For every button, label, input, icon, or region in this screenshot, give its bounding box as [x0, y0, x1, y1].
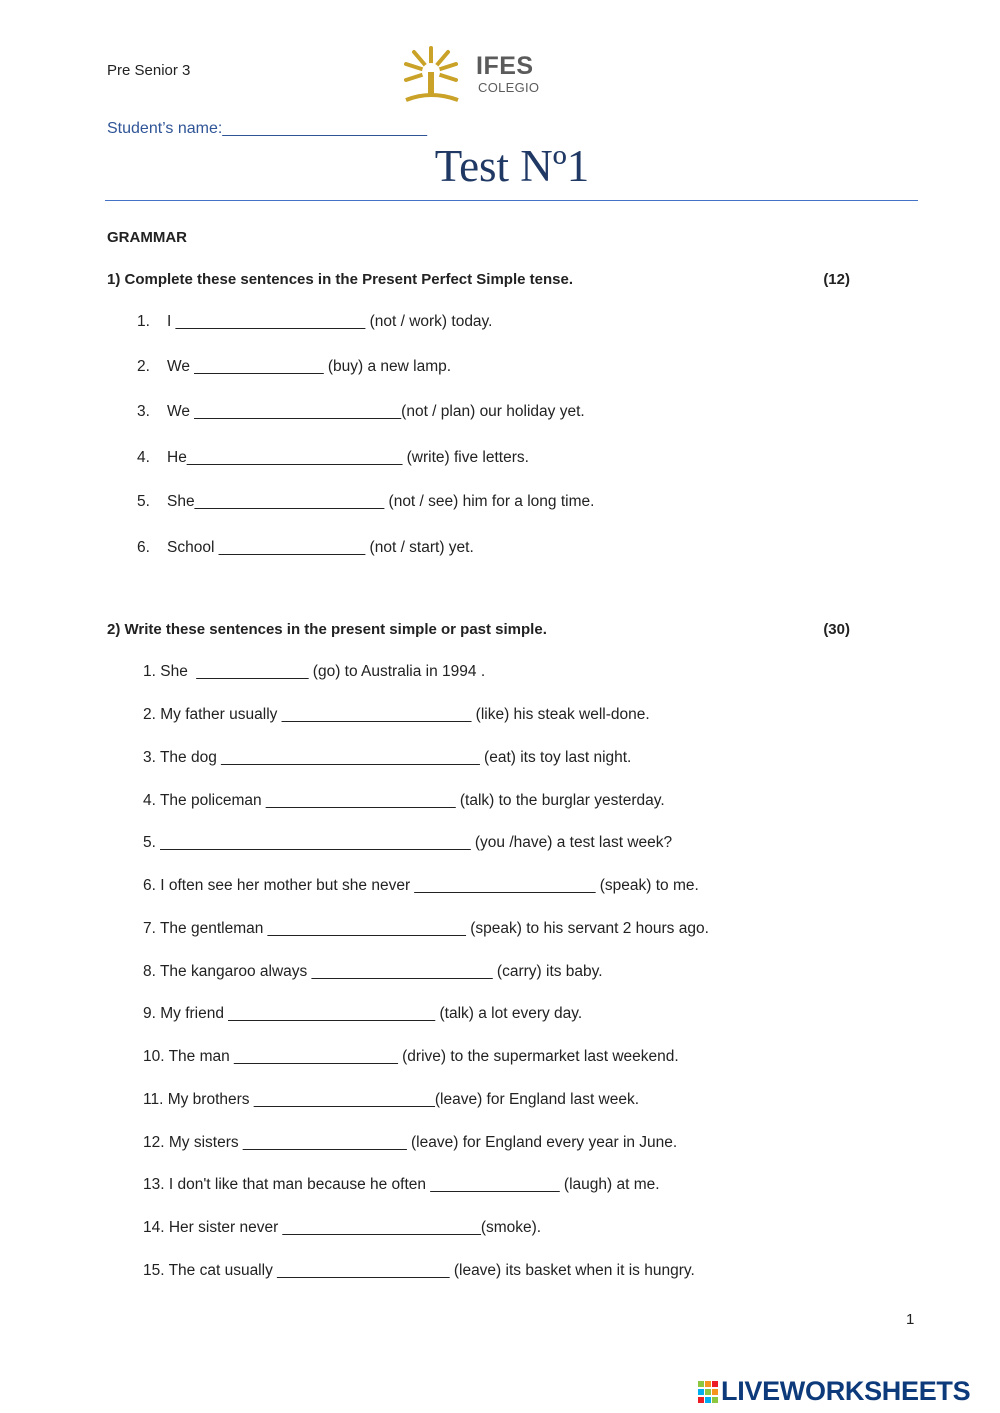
ex1-item-text[interactable]: School _________________ (not / start) yet. [167, 539, 474, 556]
ex2-item[interactable]: 6. I often see her mother but she never _____________________ (speak) to me. [143, 877, 699, 894]
footer-brand[interactable] [697, 1376, 997, 1408]
ex2-item[interactable]: 4. The policeman ______________________ (talk) to the burglar yesterday. [143, 792, 665, 809]
liveworksheets-logo-icon [697, 1380, 719, 1406]
ex2-item[interactable]: 10. The man ___________________ (drive) to the supermarket last weekend. [143, 1048, 679, 1065]
ex2-item[interactable]: 11. My brothers _____________________(leave) for England last week. [143, 1091, 640, 1108]
exercise2-points: (30) [823, 621, 850, 638]
ex2-item[interactable]: 2. My father usually ______________________ (like) his steak well-done. [143, 706, 650, 723]
ex2-item[interactable]: 3. The dog ______________________________ (eat) its toy last night. [143, 749, 632, 766]
ex2-item[interactable]: 8. The kangaroo always _____________________ (carry) its baby. [143, 963, 603, 980]
ex1-item-text[interactable]: We _______________ (buy) a new lamp. [167, 358, 452, 375]
course-level: Pre Senior 3 [107, 62, 191, 79]
ex1-item-text[interactable]: He_________________________ (write) five letters. [167, 449, 529, 466]
school-logo [400, 42, 550, 106]
ex2-item[interactable]: 9. My friend ________________________ (talk) a lot every day. [143, 1005, 583, 1022]
footer-brand-text: LIVEWORKSHEETS [721, 1376, 971, 1406]
student-name-field[interactable]: Student’s name:_______________________ [107, 120, 427, 137]
page-number: 1 [906, 1311, 915, 1328]
ex1-item-text[interactable]: We ________________________(not / plan) our holiday yet. [167, 403, 585, 420]
exercise2-heading [107, 621, 850, 638]
ex1-item-text[interactable]: She______________________ (not / see) him for a long time. [167, 493, 595, 510]
exercise1-heading [107, 271, 850, 288]
exercise2-instruction: 2) Write these sentences in the present simple or past simple. [107, 621, 547, 638]
ex1-item-number: 2. [137, 358, 150, 375]
logo-name: IFES [476, 52, 534, 80]
ex1-item-number: 3. [137, 403, 150, 420]
section-title: GRAMMAR [107, 229, 187, 246]
ex1-item-number: 1. [137, 313, 150, 330]
ex2-item[interactable]: 12. My sisters ___________________ (leave) for England every year in June. [143, 1134, 678, 1151]
ex2-item[interactable]: 15. The cat usually ____________________ (leave) its basket when it is hungry. [143, 1262, 695, 1279]
ex1-item-text[interactable]: I ______________________ (not / work) today. [167, 313, 493, 330]
exercise1-instruction: 1) Complete these sentences in the Present Perfect Simple tense. [107, 271, 573, 288]
ex2-item[interactable]: 7. The gentleman _______________________ (speak) to his servant 2 hours ago. [143, 920, 709, 937]
logo-subtitle: COLEGIO [478, 80, 540, 95]
ex2-item[interactable]: 13. I don't like that man because he often _______________ (laugh) at me. [143, 1176, 660, 1193]
ex2-item[interactable]: 1. She _____________ (go) to Australia in 1994 . [143, 663, 486, 680]
ex2-item[interactable]: 14. Her sister never _______________________(smoke). [143, 1219, 542, 1236]
title-divider [105, 200, 918, 201]
page-title: Test Nº1 [434, 141, 590, 191]
exercise1-points: (12) [823, 271, 850, 288]
ex1-item-number: 4. [137, 449, 150, 466]
school-tree-icon [400, 42, 466, 106]
ex2-item[interactable]: 5. ____________________________________ (you /have) a test last week? [143, 834, 673, 851]
ex1-item-number: 5. [137, 493, 150, 510]
ex1-item-number: 6. [137, 539, 150, 556]
